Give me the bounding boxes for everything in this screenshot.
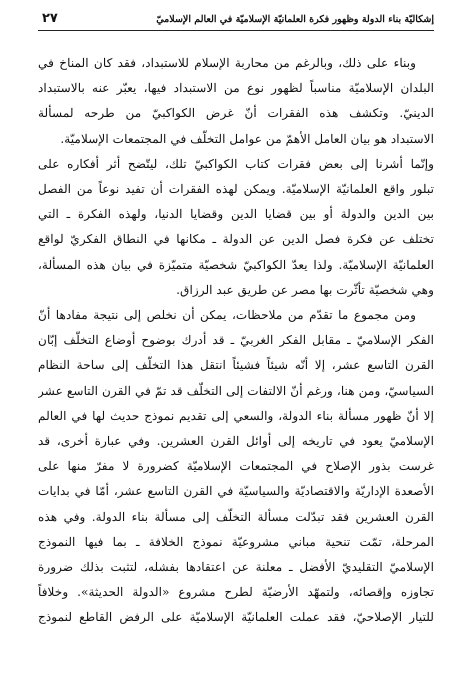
text-line: وهي شخصيّة تأثّرت بها مصر عن طريق عبد الرزاق.: [176, 282, 434, 297]
text-line: القرن التاسع عشر، إلا أنّه شيئاً فشيئاً انتقل هذا التخلّف إلى ساحة النظام: [38, 358, 434, 373]
paragraph: [38, 303, 434, 631]
text-line: وإنّما أشرنا إلى بعض فقرات كتاب الكواكبيّ تلك، ليتّضح أثر أفكاره على: [38, 156, 434, 171]
text-line: تختلف عن فكرة فصل الدين عن الدولة ـ مكانها في النطاق الفكريّ لواقع: [38, 232, 434, 247]
header-title: إشكاليّة بناء الدولة وظهور فكرة العلمانيّة الإسلاميّة في العالم الإسلاميّ: [156, 14, 434, 25]
paragraph: [38, 51, 434, 152]
text-line: وبناء على ذلك، وبالرغم من محاربة الإسلام للاستبداد، فقد كان المناخ في: [38, 56, 416, 70]
text-line: الفكر الإسلاميّ ـ مقابل الفكر الغربيّ ـ قد أدرك بوضوح أوضاع التخلّف إبّان: [38, 333, 434, 348]
text-line: تبلور واقع العلمانيّة الإسلاميّة. ويمكن لهذه الفقرات أن تفيد نوعاً من الفصل: [38, 182, 434, 197]
text-line: بين الدين والدولة أو بين قضايا الدين وقضايا الدنيا، ولهذه الفكرة ـ التي: [38, 207, 434, 222]
text-line: السياسيّ، ومن هنا، ورغم أنّ الالتفات إلى التخلّف قد تمّ في القرن التاسع عشر: [38, 383, 434, 398]
text-line: الأصعدة الإداريّة والاقتصاديّة والسياسيّة في القرن التاسع عشر، أمّا في بدايات: [38, 484, 434, 499]
text-line: تجاوزه وإقصائه، ولتمهّد الأرضيّة لطرح مشروع «الدولة الحديثة». وخلافاً: [38, 585, 434, 600]
paragraph: [38, 152, 434, 303]
text-line: الإسلاميّ يعود في تاريخه إلى أوائل القرن العشرين. وفي عبارة أخرى، قد: [38, 434, 434, 449]
text-line: ومن مجموع ما تقدّم من ملاحظات، يمكن أن نخلص إلى نتيجة مفادها أنّ: [38, 308, 416, 323]
text-line: الاستبداد هو بيان العامل الأهمّ من عوامل التخلّف في المجتمعات الإسلاميّة.: [60, 131, 434, 146]
running-header: [38, 12, 434, 31]
text-line: الدينيّ. وتكشف هذه الفقرات أنّ غرض الكواكبيّ من طرحه لمسألة: [38, 106, 434, 121]
page-number: ٢٧: [42, 11, 58, 26]
body-text: [38, 51, 434, 631]
text-line: إلا أنّ ظهور مسألة بناء الدولة، والسعي إلى تقديم نموذج حديث لها في العالم: [38, 408, 434, 423]
text-line: للتيار الإصلاحيّ، فقد عملت العلمانيّة الإسلاميّة على الرفض القاطع لنموذج: [38, 610, 434, 625]
text-line: العلمانيّة الإسلاميّة. ولذا يعدّ الكواكبيّ شخصيّة متميّزة في بيان هذه المسألة،: [38, 257, 434, 272]
text-line: البلدان الإسلاميّة مناسباً لظهور نوع من الاستبداد فيها، يعبّر عنه بالاستبداد: [38, 81, 434, 96]
text-line: غرست بذور الإصلاح في المجتمعات الإسلاميّة كضرورة لا مفرّ منها على: [38, 459, 434, 474]
text-line: القرن العشرين فقد تبدّلت مسألة التخلّف إلى مسألة بناء الدولة. وفي هذه: [38, 509, 434, 524]
text-line: الإسلاميّ التقليديّ الأفضل ـ معلنة عن اعتقادها بفشله، لتثبت بذلك ضرورة: [38, 560, 434, 575]
text-line: المرحلة، تمّت تنحية مباني مشروعيّة نموذج الخلافة ـ بما فيها النموذج: [38, 534, 434, 549]
